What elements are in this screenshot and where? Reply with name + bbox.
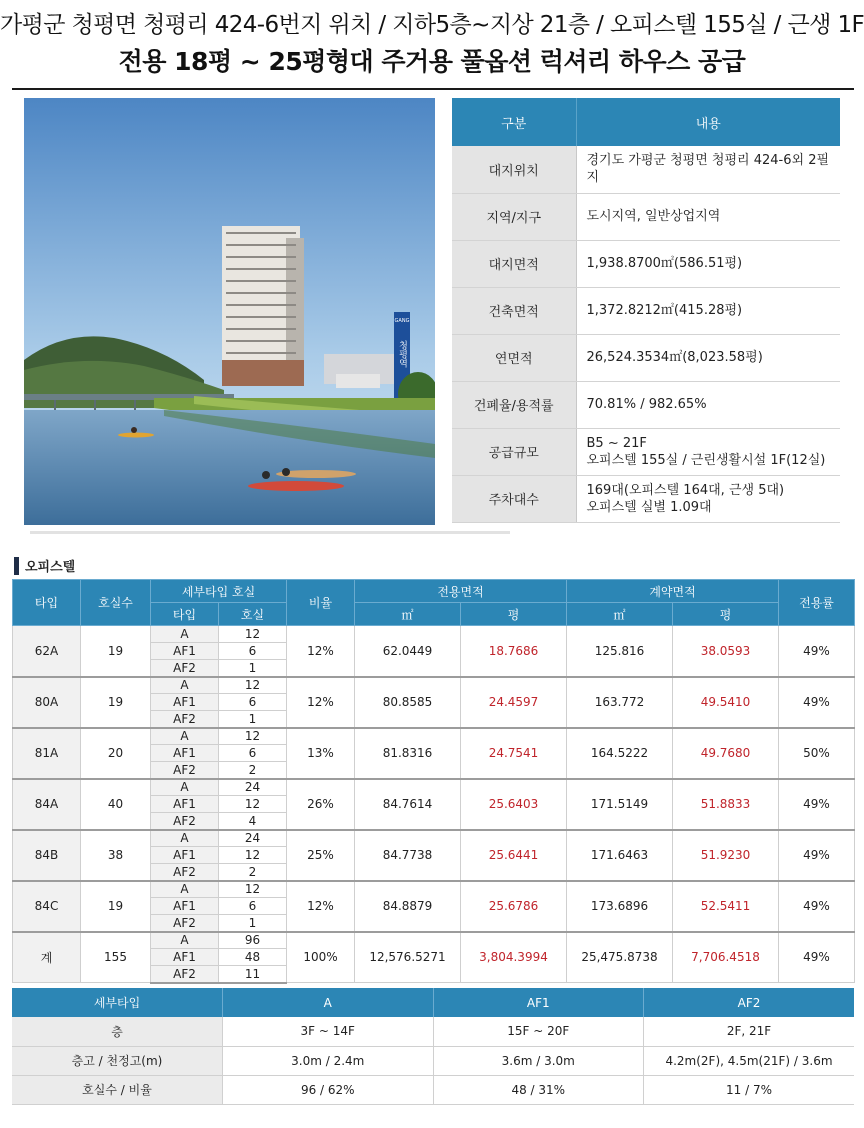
subunits-cell: 6 — [219, 643, 287, 660]
contract-sqm-cell: 164.5222 — [567, 728, 673, 779]
info-row — [452, 287, 840, 334]
col-subtype-units: 세부타입 호실 — [151, 580, 287, 603]
sub-cell-af1: 15F ~ 20F — [433, 1017, 644, 1046]
section-title: 오피스텔 — [25, 560, 76, 575]
type-cell: 62A — [13, 626, 81, 677]
info-value: 도시지역, 일반상업지역 — [576, 193, 840, 240]
exclusive-rate-cell: 49% — [779, 830, 855, 881]
units-cell: 19 — [81, 677, 151, 728]
info-key: 건축면적 — [452, 287, 576, 334]
subtype-cell: A — [151, 728, 219, 745]
subtype-cell: AF1 — [151, 745, 219, 762]
exclusive-sqm-cell: 84.7738 — [355, 830, 461, 881]
ratio-cell: 12% — [287, 881, 355, 932]
section-heading — [14, 556, 75, 575]
sub-cell-af1: 3.6m / 3.0m — [433, 1046, 644, 1075]
subtype-cell: AF1 — [151, 694, 219, 711]
units-cell: 19 — [81, 881, 151, 932]
info-value: 70.81% / 982.65% — [576, 381, 840, 428]
sub-cell-af2: 2F, 21F — [644, 1017, 855, 1046]
sub-row — [12, 1075, 854, 1104]
subunits-cell: 24 — [219, 830, 287, 847]
table-row — [13, 830, 855, 847]
subunits-cell: 48 — [219, 949, 287, 966]
col-ct-sqm: ㎡ — [567, 603, 673, 626]
ratio-cell: 12% — [287, 626, 355, 677]
subunits-cell: 1 — [219, 711, 287, 728]
col-ex-sqm: ㎡ — [355, 603, 461, 626]
units-cell: 155 — [81, 932, 151, 983]
header-location-line: 가평군 청평면 청평리 424-6번지 위치 / 지하5층~지상 21층 / 오피스텔 155실 / 근생 1F — [0, 12, 864, 38]
info-key: 건폐율/용적률 — [452, 381, 576, 428]
ratio-cell: 100% — [287, 932, 355, 983]
exclusive-rate-cell: 49% — [779, 779, 855, 830]
sub-key: 층 — [12, 1017, 223, 1046]
contract-pyeong-cell: 51.9230 — [673, 830, 779, 881]
officetel-type-table — [12, 579, 855, 984]
table-row — [13, 626, 855, 643]
col-contract-area: 계약면적 — [567, 580, 779, 603]
exclusive-pyeong-cell: 3,804.3994 — [461, 932, 567, 983]
subunits-cell: 12 — [219, 881, 287, 898]
ratio-cell: 26% — [287, 779, 355, 830]
col-type: 타입 — [13, 580, 81, 626]
table-row — [13, 779, 855, 796]
sub-header-af1: AF1 — [433, 988, 644, 1017]
contract-pyeong-cell: 38.0593 — [673, 626, 779, 677]
subunits-cell: 2 — [219, 864, 287, 881]
info-value: 1,372.8212㎡(415.28평) — [576, 287, 840, 334]
col-subtype: 타입 — [151, 603, 219, 626]
section-marker — [14, 557, 19, 575]
sub-key: 호실수 / 비율 — [12, 1075, 223, 1104]
ratio-cell: 12% — [287, 677, 355, 728]
subtype-cell: AF1 — [151, 949, 219, 966]
sub-header-key: 세부타입 — [12, 988, 223, 1017]
subtype-cell: AF2 — [151, 966, 219, 983]
subunits-cell: 96 — [219, 932, 287, 949]
contract-pyeong-cell: 52.5411 — [673, 881, 779, 932]
subtype-cell: AF2 — [151, 762, 219, 779]
header-divider — [12, 88, 854, 90]
contract-sqm-cell: 25,475.8738 — [567, 932, 673, 983]
table-row — [13, 881, 855, 898]
sub-cell-af1: 48 / 31% — [433, 1075, 644, 1104]
subunits-cell: 12 — [219, 626, 287, 643]
sub-cell-af2: 4.2m(2F), 4.5m(21F) / 3.6m — [644, 1046, 855, 1075]
info-value — [576, 475, 840, 522]
info-key: 대지면적 — [452, 240, 576, 287]
exclusive-pyeong-cell: 25.6441 — [461, 830, 567, 881]
info-key: 공급규모 — [452, 428, 576, 475]
exclusive-pyeong-cell: 24.4597 — [461, 677, 567, 728]
subunits-cell: 11 — [219, 966, 287, 983]
col-exclusive-area: 전용면적 — [355, 580, 567, 603]
subtype-cell: A — [151, 626, 219, 643]
subtype-cell: AF2 — [151, 813, 219, 830]
subtype-cell: A — [151, 881, 219, 898]
subunits-cell: 6 — [219, 745, 287, 762]
info-value: 경기도 가평군 청평면 청평리 424-6외 2필지 — [576, 146, 840, 193]
info-header-value: 내용 — [576, 98, 840, 146]
contract-pyeong-cell: 7,706.4518 — [673, 932, 779, 983]
exclusive-pyeong-cell: 25.6403 — [461, 779, 567, 830]
col-ct-pyeong: 평 — [673, 603, 779, 626]
info-value-line: 169대(오피스텔 164대, 근생 5대) — [586, 482, 785, 498]
table-row — [13, 677, 855, 694]
subunits-cell: 6 — [219, 694, 287, 711]
contract-sqm-cell: 171.6463 — [567, 830, 673, 881]
subunits-cell: 12 — [219, 847, 287, 864]
sub-cell-a: 3F ~ 14F — [223, 1017, 434, 1046]
info-row — [452, 428, 840, 475]
ratio-cell: 25% — [287, 830, 355, 881]
subtype-cell: AF1 — [151, 898, 219, 915]
subunits-cell: 2 — [219, 762, 287, 779]
exclusive-sqm-cell: 12,576.5271 — [355, 932, 461, 983]
subunits-cell: 12 — [219, 677, 287, 694]
contract-sqm-cell: 173.6896 — [567, 881, 673, 932]
info-row — [452, 193, 840, 240]
info-row — [452, 146, 840, 193]
sub-key: 층고 / 천정고(m) — [12, 1046, 223, 1075]
exclusive-pyeong-cell: 25.6786 — [461, 881, 567, 932]
col-subunits: 호실 — [219, 603, 287, 626]
col-ex-pyeong: 평 — [461, 603, 567, 626]
units-cell: 19 — [81, 626, 151, 677]
col-ratio: 비율 — [287, 580, 355, 626]
type-cell: 84B — [13, 830, 81, 881]
contract-sqm-cell: 125.816 — [567, 626, 673, 677]
subtype-cell: AF1 — [151, 643, 219, 660]
type-cell: 84A — [13, 779, 81, 830]
info-value: 26,524.3534㎡(8,023.58평) — [576, 334, 840, 381]
subunits-cell: 1 — [219, 660, 287, 677]
contract-pyeong-cell: 51.8833 — [673, 779, 779, 830]
exclusive-sqm-cell: 81.8316 — [355, 728, 461, 779]
contract-pyeong-cell: 49.7680 — [673, 728, 779, 779]
info-key: 대지위치 — [452, 146, 576, 193]
exclusive-rate-cell: 49% — [779, 677, 855, 728]
sub-cell-af2: 11 / 7% — [644, 1075, 855, 1104]
station-sign-label: 청평역 — [397, 340, 407, 368]
sub-cell-a: 96 / 62% — [223, 1075, 434, 1104]
contract-sqm-cell: 171.5149 — [567, 779, 673, 830]
type-cell: 81A — [13, 728, 81, 779]
sub-row — [12, 1017, 854, 1046]
subtype-cell: A — [151, 932, 219, 949]
sub-header-af2: AF2 — [644, 988, 855, 1017]
info-header-key: 구분 — [452, 98, 576, 146]
contract-sqm-cell: 163.772 — [567, 677, 673, 728]
building-rendering-image — [24, 98, 435, 525]
exclusive-sqm-cell: 62.0449 — [355, 626, 461, 677]
exclusive-rate-cell: 49% — [779, 881, 855, 932]
subtype-cell: AF1 — [151, 847, 219, 864]
info-value — [576, 428, 840, 475]
subtype-spec-table — [12, 988, 854, 1105]
subunits-cell: 24 — [219, 779, 287, 796]
site-info-table — [452, 98, 840, 523]
col-units: 호실수 — [81, 580, 151, 626]
type-cell: 80A — [13, 677, 81, 728]
info-key: 연면적 — [452, 334, 576, 381]
station-sign-top: GANG — [394, 318, 410, 324]
info-value-line: B5 ~ 21F — [586, 435, 647, 451]
type-cell: 계 — [13, 932, 81, 983]
contract-pyeong-cell: 49.5410 — [673, 677, 779, 728]
units-cell: 38 — [81, 830, 151, 881]
subunits-cell: 12 — [219, 796, 287, 813]
info-row — [452, 381, 840, 428]
info-value-line: 오피스텔 155실 / 근린생활시설 1F(12실) — [586, 452, 826, 468]
info-value-line: 오피스텔 실별 1.09대 — [586, 499, 712, 515]
subunits-cell: 12 — [219, 728, 287, 745]
exclusive-sqm-cell: 80.8585 — [355, 677, 461, 728]
subtype-cell: AF1 — [151, 796, 219, 813]
type-cell: 84C — [13, 881, 81, 932]
units-cell: 20 — [81, 728, 151, 779]
faded-footnote — [30, 531, 510, 534]
exclusive-sqm-cell: 84.7614 — [355, 779, 461, 830]
units-cell: 40 — [81, 779, 151, 830]
sub-header-a: A — [223, 988, 434, 1017]
exclusive-pyeong-cell: 18.7686 — [461, 626, 567, 677]
sub-row — [12, 1046, 854, 1075]
subtype-cell: AF2 — [151, 864, 219, 881]
subunits-cell: 4 — [219, 813, 287, 830]
subtype-cell: AF2 — [151, 915, 219, 932]
col-exclusive-rate: 전용률 — [779, 580, 855, 626]
subunits-cell: 6 — [219, 898, 287, 915]
subtype-cell: A — [151, 779, 219, 796]
subunits-cell: 1 — [219, 915, 287, 932]
table-row — [13, 932, 855, 949]
subtype-cell: AF2 — [151, 711, 219, 728]
exclusive-sqm-cell: 84.8879 — [355, 881, 461, 932]
exclusive-rate-cell: 49% — [779, 932, 855, 983]
info-value: 1,938.8700㎡(586.51평) — [576, 240, 840, 287]
info-key: 주차대수 — [452, 475, 576, 522]
exclusive-pyeong-cell: 24.7541 — [461, 728, 567, 779]
info-row — [452, 334, 840, 381]
subtype-cell: A — [151, 830, 219, 847]
info-key: 지역/지구 — [452, 193, 576, 240]
header-headline: 전용 18평 ~ 25평형대 주거용 풀옵션 럭셔리 하우스 공급 — [118, 47, 746, 76]
exclusive-rate-cell: 50% — [779, 728, 855, 779]
subtype-cell: A — [151, 677, 219, 694]
info-row — [452, 475, 840, 522]
ratio-cell: 13% — [287, 728, 355, 779]
exclusive-rate-cell: 49% — [779, 626, 855, 677]
info-row — [452, 240, 840, 287]
subtype-cell: AF2 — [151, 660, 219, 677]
sub-cell-a: 3.0m / 2.4m — [223, 1046, 434, 1075]
table-row — [13, 728, 855, 745]
